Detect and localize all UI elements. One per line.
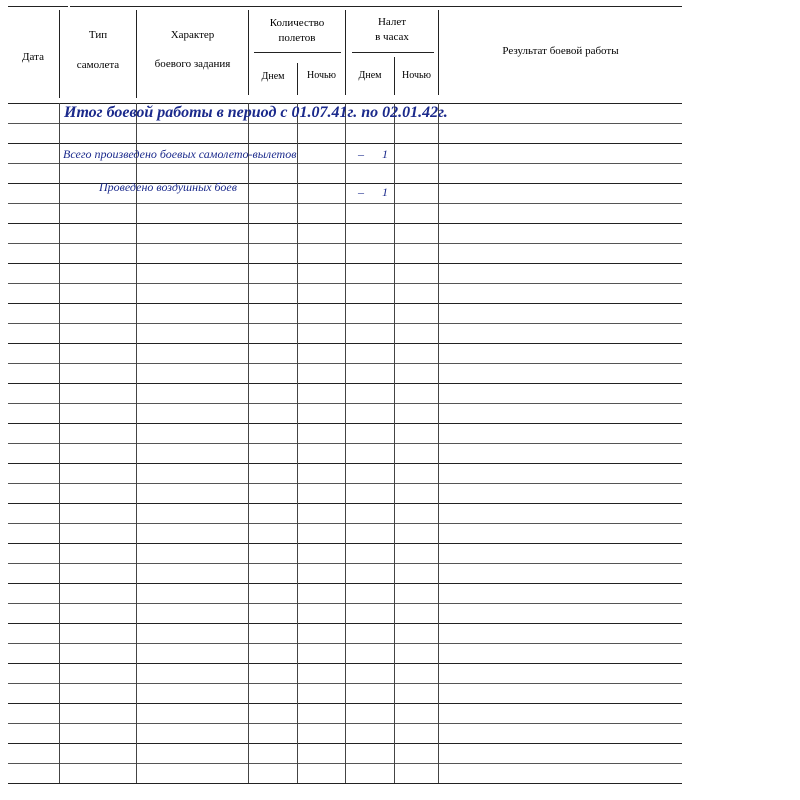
header-mission: Характер xyxy=(170,29,215,41)
header-divider xyxy=(59,10,60,98)
header-flight-hours: Налет xyxy=(377,16,407,28)
summary-title: Итог боевой работы в период с 01.07.41г. по 02.01.42г. xyxy=(64,104,448,121)
column-line xyxy=(248,103,249,783)
header-aircraft-type: Тип xyxy=(88,29,108,41)
header-flights-night: Ночью xyxy=(306,70,337,81)
header-hours-night: Ночью xyxy=(401,70,432,81)
column-line xyxy=(297,103,298,783)
header-flights: полетов xyxy=(278,32,316,44)
header-subdivider xyxy=(352,52,434,53)
air-battles-value: 1 xyxy=(382,185,388,199)
header-divider xyxy=(136,10,137,98)
column-line xyxy=(59,103,60,783)
column-line xyxy=(438,103,439,783)
column-line xyxy=(394,103,395,783)
top-border xyxy=(8,6,68,7)
column-line xyxy=(136,103,137,783)
row-line xyxy=(8,783,682,784)
header-flight-hours: в часах xyxy=(375,31,409,43)
header-aircraft-type: самолета xyxy=(76,59,120,71)
air-battles-dash: – xyxy=(358,185,364,199)
header-subdivider xyxy=(254,52,341,53)
top-border xyxy=(70,6,682,7)
column-line xyxy=(345,103,346,783)
sorties-label: Всего произведено боевых самолето-вылетов xyxy=(63,147,297,161)
header-mission: боевого задания xyxy=(154,58,231,70)
air-battles-label: Проведено воздушных боев xyxy=(99,180,237,194)
sorties-value: 1 xyxy=(382,147,388,161)
header-flights: Количество xyxy=(269,17,325,29)
sorties-dash: – xyxy=(358,147,364,161)
header-hours-day: Днем xyxy=(358,70,382,81)
header-date: Дата xyxy=(22,51,44,63)
header-flights-day: Днем xyxy=(261,71,285,82)
header-result: Результат боевой работы xyxy=(502,45,619,57)
